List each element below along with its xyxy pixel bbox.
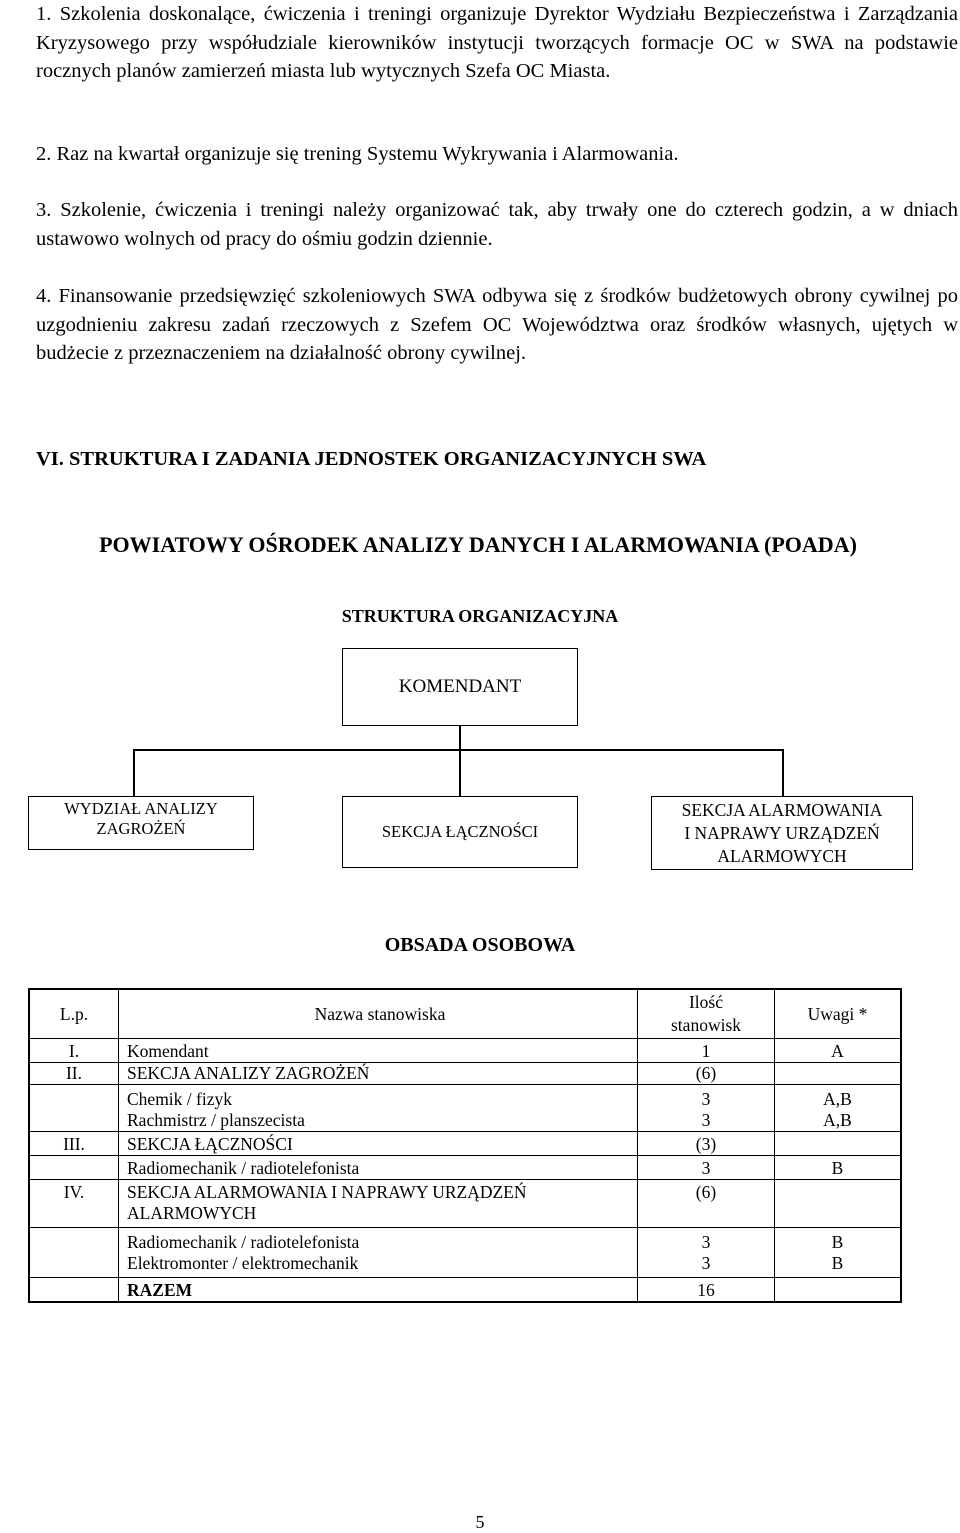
cell-notes: [775, 1203, 902, 1228]
paragraph-4: [36, 282, 958, 368]
cell-notes: A,B: [823, 1110, 852, 1130]
cell-notes: B: [775, 1228, 902, 1254]
cell-lp: [29, 1203, 119, 1228]
table-row: [29, 1132, 901, 1156]
cell-notes: B: [775, 1156, 902, 1180]
cell-count: 3: [638, 1110, 775, 1132]
table-total-row: [29, 1278, 901, 1303]
table-header-row: [29, 989, 901, 1039]
table-row: [29, 1039, 901, 1063]
cell-total-label: RAZEM: [119, 1278, 638, 1303]
org-box-label: ZAGROŻEŃ: [96, 819, 186, 838]
table-row: [29, 1228, 901, 1254]
cell-name: SEKCJA ŁĄCZNOŚCI: [119, 1132, 638, 1156]
paragraph-number: 1.: [36, 3, 52, 25]
page-number: 5: [475, 1512, 485, 1532]
cell-name: Elektromonter / elektromechanik: [119, 1253, 638, 1278]
cell-name: Chemik / fizyk: [119, 1085, 638, 1111]
paragraph-text: Szkolenia doskonalące, ćwiczenia i treningi organizuje Dyrektor Wydziału Bezpieczeństwa i Zarządzania Kryzysowego przy współudziale kierowników instytucji tworzących formacje OC w SWA na podstawie rocznych planów zamierzeń miasta lub wytycznych Szefa OC Miasta.: [36, 3, 958, 82]
org-box-label: WYDZIAŁ ANALIZY: [64, 799, 218, 818]
paragraph-text: Finansowanie przedsięwzięć szkoleniowych SWA odbywa się z środków budżetowych obrony cywilnej po uzgodnieniu zakresu zadań rzeczowych z Szefem OC Województwa oraz środków własnych, ujętych w budżecie z przeznaczeniem na działalność obrony cywilnej.: [36, 285, 958, 364]
cell-count: (3): [638, 1132, 775, 1156]
org-connector: [133, 749, 135, 797]
cell-lp: [29, 1253, 119, 1278]
org-box-alarm-section: [651, 796, 913, 870]
cell-count: [638, 1203, 775, 1228]
org-connector: [782, 749, 784, 797]
cell-lp: [29, 1278, 119, 1303]
paragraph-number: 3.: [36, 199, 52, 221]
cell-notes: B: [831, 1253, 844, 1273]
org-box-threat-analysis: [28, 796, 254, 850]
org-box-commander: [342, 648, 578, 726]
header-label: stanowisk: [671, 1015, 741, 1035]
cell-notes: [775, 1063, 902, 1085]
cell-lp: [29, 1085, 119, 1111]
header-lp: L.p.: [29, 989, 119, 1039]
cell-count: (6): [638, 1063, 775, 1085]
cell-count: 1: [638, 1039, 775, 1063]
org-box-label: KOMENDANT: [398, 676, 522, 697]
cell-name: SEKCJA ALARMOWANIA I NAPRAWY URZĄDZEŃ: [119, 1180, 638, 1204]
staffing-table: [28, 988, 902, 1303]
paragraph-3: [36, 196, 958, 253]
header-position-name: [119, 989, 638, 1039]
header-notes: Uwagi *: [775, 989, 902, 1039]
paragraph-text: Szkolenie, ćwiczenia i treningi należy organizować tak, aby trwały one do czterech godzin, a w dniach ustawowo wolnych od pracy do ośmiu godzin dziennie.: [36, 199, 958, 250]
org-box-label: SEKCJA ALARMOWANIA: [681, 799, 883, 820]
cell-name: SEKCJA ANALIZY ZAGROŻEŃ: [119, 1063, 638, 1085]
org-connector: [459, 726, 461, 750]
cell-name: Radiomechanik / radiotelefonista: [119, 1228, 638, 1254]
table-row: [29, 1203, 901, 1228]
org-connector: [133, 749, 783, 751]
table-row: [29, 1253, 901, 1278]
paragraph-number: 4.: [36, 285, 52, 307]
cell-name: Komendant: [119, 1039, 638, 1063]
cell-lp: IV.: [29, 1180, 119, 1204]
paragraph-2: [36, 140, 958, 169]
cell-name: ALARMOWYCH: [119, 1203, 638, 1228]
cell-notes: A: [831, 1041, 844, 1061]
header-count: [638, 989, 775, 1039]
org-box-label: I NAPRAWY URZĄDZEŃ: [684, 822, 880, 843]
section-title: VI. STRUKTURA I ZADANIA JEDNOSTEK ORGANIZACYJNYCH SWA: [36, 448, 707, 470]
cell-lp: [29, 1228, 119, 1254]
table-row: [29, 1110, 901, 1132]
org-box-communications: [342, 796, 578, 868]
header-label: Ilość: [688, 992, 724, 1012]
cell-notes: [775, 1132, 902, 1156]
cell-count: 3: [638, 1228, 775, 1254]
cell-notes: A,B: [775, 1085, 902, 1111]
cell-lp: [29, 1110, 119, 1132]
cell-notes: [775, 1278, 902, 1303]
cell-count: 3: [638, 1253, 775, 1278]
header-label: Nazwa stanowiska: [314, 1003, 446, 1024]
paragraph-number: 2.: [36, 143, 52, 165]
cell-lp: [29, 1156, 119, 1180]
cell-count: 3: [638, 1085, 775, 1111]
cell-lp: I.: [29, 1039, 119, 1063]
cell-lp: III.: [29, 1132, 119, 1156]
cell-lp: II.: [29, 1063, 119, 1085]
org-box-label: ALARMOWYCH: [717, 845, 847, 866]
table-row: [29, 1063, 901, 1085]
org-box-label: SEKCJA ŁĄCZNOŚCI: [381, 822, 539, 841]
cell-total-count: 16: [638, 1278, 775, 1303]
structure-title: STRUKTURA ORGANIZACYJNA: [341, 606, 619, 626]
cell-notes: [775, 1180, 902, 1204]
cell-name: Rachmistrz / planszecista: [119, 1110, 638, 1132]
cell-count: 3: [638, 1156, 775, 1180]
cell-count: (6): [638, 1180, 775, 1204]
table-row: [29, 1180, 901, 1204]
staffing-title: OBSADA OSOBOWA: [384, 934, 576, 956]
unit-title: POWIATOWY OŚRODEK ANALIZY DANYCH I ALARMOWANIA (POADA): [99, 532, 857, 557]
table-row: [29, 1085, 901, 1111]
table-row: [29, 1156, 901, 1180]
paragraph-1: [36, 0, 958, 86]
paragraph-text: Raz na kwartał organizuje się trening Systemu Wykrywania i Alarmowania.: [56, 143, 679, 165]
cell-name: Radiomechanik / radiotelefonista: [119, 1156, 638, 1180]
org-connector: [459, 749, 461, 797]
